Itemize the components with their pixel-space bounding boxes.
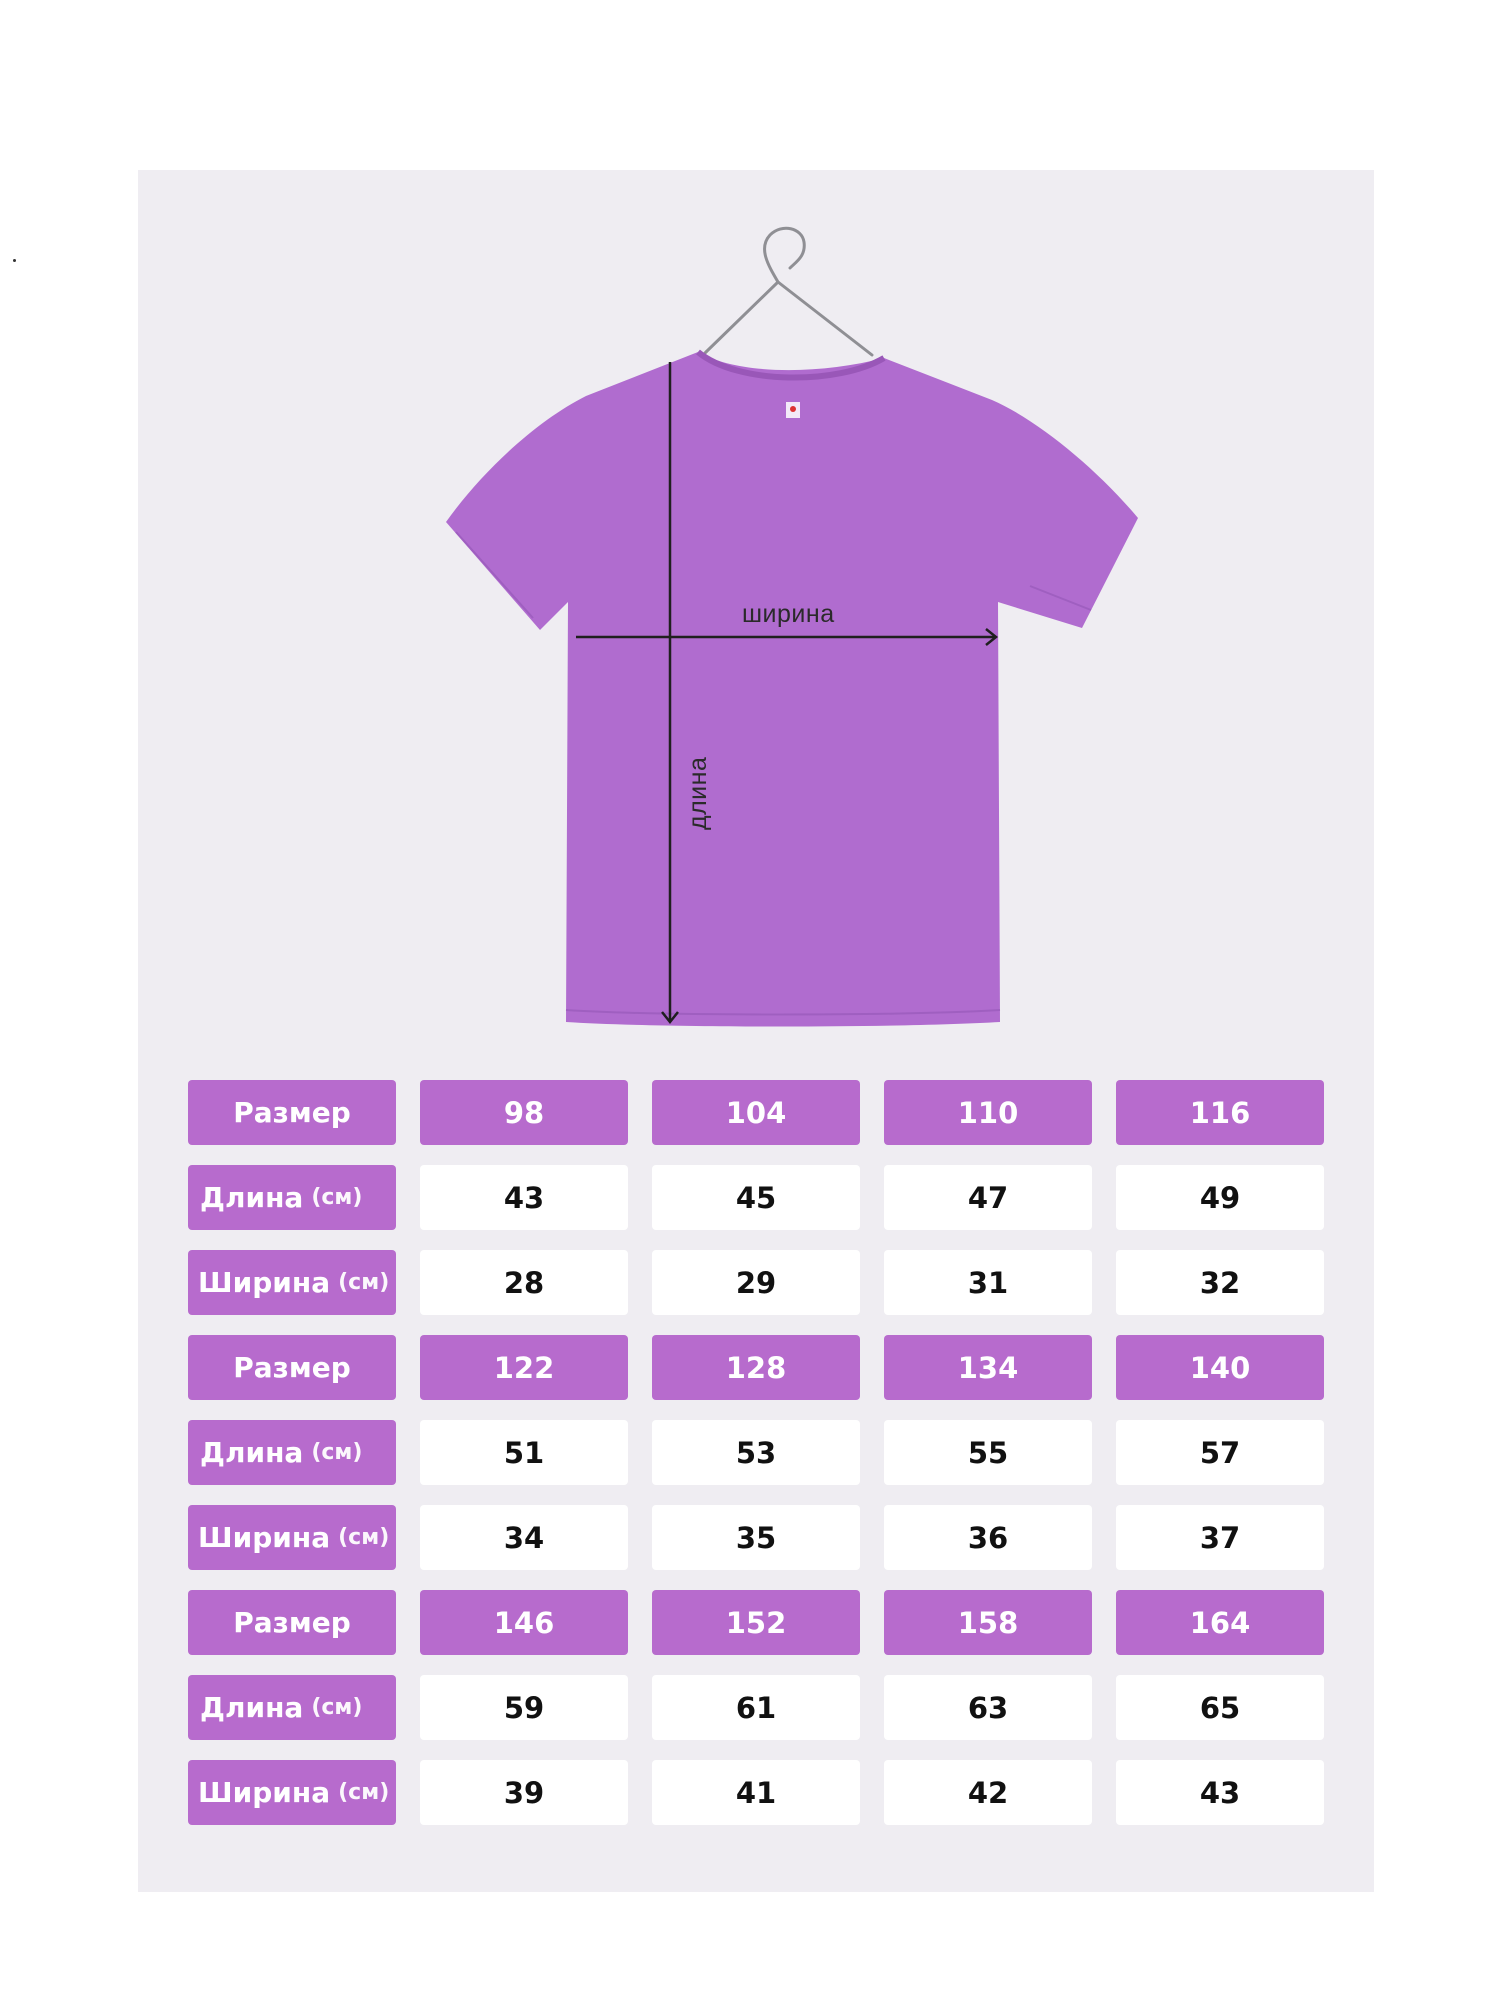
width-row-header [188,1250,396,1315]
size-cell: 128 [652,1335,860,1400]
width-cell: 35 [652,1505,860,1570]
length-row-header [188,1165,396,1230]
length-cell: 55 [884,1420,1092,1485]
size-cell: 98 [420,1080,628,1145]
length-row-header [188,1675,396,1740]
hanger-icon [696,228,872,370]
length-cell: 65 [1116,1675,1324,1740]
tshirt-diagram [138,170,1374,1070]
width-cell: 42 [884,1760,1092,1825]
length-row-header [188,1420,396,1485]
length-cell: 51 [420,1420,628,1485]
size-cell: 104 [652,1080,860,1145]
length-label: длина [684,756,712,830]
width-cell: 36 [884,1505,1092,1570]
size-label: Размер [233,1351,351,1384]
width-cell: 39 [420,1760,628,1825]
size-cell: 140 [1116,1335,1324,1400]
width-label: ширина [742,600,835,628]
length-cell: 53 [652,1420,860,1485]
width-cell: 34 [420,1505,628,1570]
length-cell: 57 [1116,1420,1324,1485]
width-cell: 28 [420,1250,628,1315]
size-cell: 110 [884,1080,1092,1145]
length-cell: 59 [420,1675,628,1740]
size-cell: 122 [420,1335,628,1400]
unit-label: (см) [311,1185,363,1210]
unit-label: (см) [311,1695,363,1720]
size-cell: 164 [1116,1590,1324,1655]
width-cell: 31 [884,1250,1092,1315]
size-cell: 116 [1116,1080,1324,1145]
size-row-header [188,1590,396,1655]
width-cell: 32 [1116,1250,1324,1315]
size-label: Размер [233,1606,351,1639]
length-cell: 61 [652,1675,860,1740]
unit-label: (см) [338,1270,390,1295]
width-row-label: Ширина [198,1521,331,1554]
length-row-label: Длина [200,1436,304,1469]
width-cell: 29 [652,1250,860,1315]
size-chart-panel [138,170,1374,1892]
width-row-header [188,1505,396,1570]
unit-label: (см) [311,1440,363,1465]
length-cell: 43 [420,1165,628,1230]
size-cell: 152 [652,1590,860,1655]
size-row-header [188,1335,396,1400]
length-row-label: Длина [200,1181,304,1214]
width-row-label: Ширина [198,1776,331,1809]
length-cell: 63 [884,1675,1092,1740]
stray-dot [13,259,16,262]
length-cell: 49 [1116,1165,1324,1230]
width-cell: 37 [1116,1505,1324,1570]
length-cell: 45 [652,1165,860,1230]
size-cell: 146 [420,1590,628,1655]
size-label: Размер [233,1096,351,1129]
size-cell: 158 [884,1590,1092,1655]
length-cell: 47 [884,1165,1092,1230]
width-row-header [188,1760,396,1825]
tshirt-shape [446,352,1138,1027]
width-row-label: Ширина [198,1266,331,1299]
size-cell: 134 [884,1335,1092,1400]
width-cell: 41 [652,1760,860,1825]
size-row-header [188,1080,396,1145]
unit-label: (см) [338,1780,390,1805]
length-row-label: Длина [200,1691,304,1724]
width-cell: 43 [1116,1760,1324,1825]
unit-label: (см) [338,1525,390,1550]
